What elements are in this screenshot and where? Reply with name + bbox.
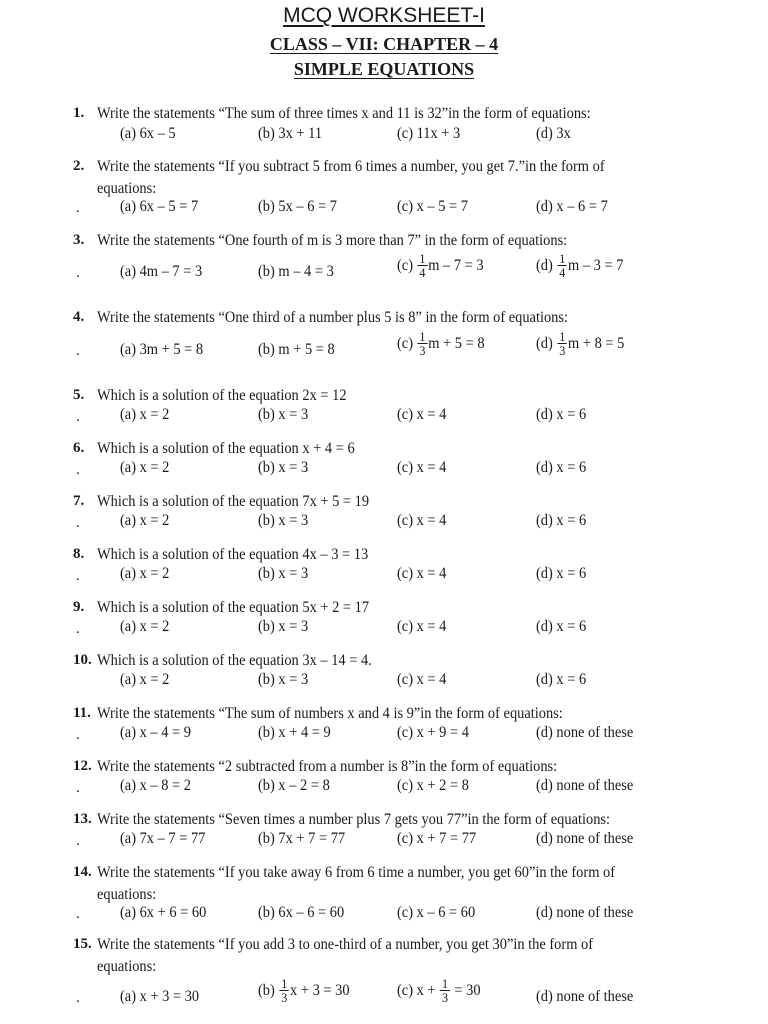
option-b[interactable]: (b) x = 3 <box>258 406 309 423</box>
option-a[interactable]: (a) 6x – 5 = 7 <box>120 198 199 215</box>
option-a[interactable]: (a) x = 2 <box>120 618 170 635</box>
option-b[interactable]: (b) 7x + 7 = 77 <box>258 830 346 847</box>
option-c[interactable]: (c) x + 2 = 8 <box>397 777 469 794</box>
bullet-dot: . <box>76 990 80 1006</box>
bullet-dot: . <box>76 409 80 425</box>
option-d[interactable]: (d) x = 6 <box>536 565 587 582</box>
option-a[interactable]: (a) x = 2 <box>120 671 170 688</box>
option-c[interactable]: (c) $\frac{1}{3}$ m + 5 = 8 <box>397 329 485 358</box>
question-text: Write the statements “Seven times a number plus 7 gets you 77”in the form of equations: <box>97 811 611 828</box>
option-c[interactable]: (c) x + $\frac{1}{3}$ = 30 <box>397 976 481 1005</box>
fraction: $\frac{1}{3}$ <box>441 976 448 1005</box>
question-number: 13. <box>73 811 92 827</box>
bullet-dot: . <box>76 265 80 281</box>
fraction: $\frac{1}{3}$ <box>559 329 566 358</box>
fraction: $\frac{1}{4}$ <box>419 251 426 280</box>
option-c[interactable]: (c) x = 4 <box>397 618 447 635</box>
question-text: Write the statements “One fourth of m is 3 more than 7” in the form of equations: <box>97 232 568 249</box>
option-a[interactable]: (a) 6x – 5 <box>120 125 176 142</box>
option-c[interactable]: (c) x = 4 <box>397 671 447 688</box>
option-b[interactable]: (b) m – 4 = 3 <box>258 263 334 280</box>
question-number: 9. <box>73 599 85 615</box>
option-d[interactable]: (d) $\frac{1}{4}$ m – 3 = 7 <box>536 251 624 280</box>
question-number: 15. <box>73 936 92 952</box>
option-b[interactable]: (b) x = 3 <box>258 618 309 635</box>
option-a[interactable]: (a) 7x – 7 = 77 <box>120 830 206 847</box>
worksheet-title: MCQ WORKSHEET-I <box>283 4 485 27</box>
question-text: Which is a solution of the equation 4x – 3 = 13 <box>97 546 369 563</box>
fraction: $\frac{1}{3}$ <box>419 329 426 358</box>
fraction: $\frac{1}{3}$ <box>281 976 288 1005</box>
question-number: 6. <box>73 440 85 456</box>
option-d[interactable]: (d) none of these <box>536 777 634 794</box>
question-text: Write the statements “If you add 3 to one-third of a number, you get 30”in the form of equations: <box>97 936 594 975</box>
question-text: Which is a solution of the equation 2x = 12 <box>97 387 347 404</box>
question-number: 7. <box>73 493 85 509</box>
question-text: Write the statements “If you subtract 5 from 6 times a number, you get 7.”in the form of equations: <box>97 158 605 197</box>
bullet-dot: . <box>76 462 80 478</box>
bullet-dot: . <box>76 780 80 796</box>
question-number: 11. <box>73 705 91 721</box>
option-d[interactable]: (d) none of these <box>536 988 634 1005</box>
option-b[interactable]: (b) x = 3 <box>258 565 309 582</box>
question-number: 1. <box>73 105 85 121</box>
option-a[interactable]: (a) 3m + 5 = 8 <box>120 341 204 358</box>
bullet-dot: . <box>76 200 80 216</box>
option-d[interactable]: (d) x = 6 <box>536 406 587 423</box>
option-b[interactable]: (b) 5x – 6 = 7 <box>258 198 338 215</box>
option-c[interactable]: (c) x = 4 <box>397 512 447 529</box>
question-text: Write the statements “2 subtracted from a number is 8”in the form of equations: <box>97 758 558 775</box>
option-d[interactable]: (d) $\frac{1}{3}$ m + 8 = 5 <box>536 329 625 358</box>
option-b[interactable]: (b) x = 3 <box>258 512 309 529</box>
option-b[interactable]: (b) x – 2 = 8 <box>258 777 330 794</box>
option-c[interactable]: (c) 11x + 3 <box>397 125 461 142</box>
option-a[interactable]: (a) x – 4 = 9 <box>120 724 191 741</box>
option-c[interactable]: (c) $\frac{1}{4}$ m – 7 = 3 <box>397 251 484 280</box>
option-a[interactable]: (a) x = 2 <box>120 406 170 423</box>
option-b[interactable]: (b) $\frac{1}{3}$ x + 3 = 30 <box>258 976 350 1005</box>
question-number: 3. <box>73 232 85 248</box>
bullet-dot: . <box>76 727 80 743</box>
option-a[interactable]: (a) 4m – 7 = 3 <box>120 263 203 280</box>
option-a[interactable]: (a) 6x + 6 = 60 <box>120 904 207 921</box>
option-c[interactable]: (c) x + 9 = 4 <box>397 724 469 741</box>
option-c[interactable]: (c) x = 4 <box>397 406 447 423</box>
option-c[interactable]: (c) x = 4 <box>397 565 447 582</box>
question-text: Write the statements “The sum of three times x and 11 is 32”in the form of equations: <box>97 105 591 122</box>
option-d[interactable]: (d) 3x <box>536 125 571 142</box>
bullet-dot: . <box>76 621 80 637</box>
option-d[interactable]: (d) x = 6 <box>536 618 587 635</box>
question-text: Which is a solution of the equation x + 4 = 6 <box>97 440 355 457</box>
option-b[interactable]: (b) 3x + 11 <box>258 125 323 142</box>
option-d[interactable]: (d) none of these <box>536 724 634 741</box>
option-d[interactable]: (d) x = 6 <box>536 459 587 476</box>
bullet-dot: . <box>76 515 80 531</box>
question-text: Which is a solution of the equation 5x + 2 = 17 <box>97 599 370 616</box>
option-a[interactable]: (a) x = 2 <box>120 512 170 529</box>
bullet-dot: . <box>76 906 80 922</box>
option-c[interactable]: (c) x – 6 = 60 <box>397 904 476 921</box>
option-c[interactable]: (c) x – 5 = 7 <box>397 198 468 215</box>
bullet-dot: . <box>76 568 80 584</box>
question-number: 14. <box>73 864 92 880</box>
question-number: 4. <box>73 309 85 325</box>
question-text: Write the statements “The sum of numbers x and 4 is 9”in the form of equations: <box>97 705 563 722</box>
option-c[interactable]: (c) x = 4 <box>397 459 447 476</box>
option-b[interactable]: (b) m + 5 = 8 <box>258 341 335 358</box>
question-text: Write the statements “One third of a number plus 5 is 8” in the form of equations: <box>97 309 569 326</box>
option-d[interactable]: (d) x = 6 <box>536 671 587 688</box>
option-c[interactable]: (c) x + 7 = 77 <box>397 830 477 847</box>
option-a[interactable]: (a) x + 3 = 30 <box>120 988 200 1005</box>
option-a[interactable]: (a) x – 8 = 2 <box>120 777 191 794</box>
bullet-dot: . <box>76 343 80 359</box>
bullet-dot: . <box>76 833 80 849</box>
option-d[interactable]: (d) x = 6 <box>536 512 587 529</box>
option-a[interactable]: (a) x = 2 <box>120 459 170 476</box>
subject-heading: SIMPLE EQUATIONS <box>293 59 475 79</box>
fraction: $\frac{1}{4}$ <box>559 251 566 280</box>
option-b[interactable]: (b) x = 3 <box>258 671 309 688</box>
question-number: 12. <box>73 758 92 774</box>
option-b[interactable]: (b) x + 4 = 9 <box>258 724 331 741</box>
option-d[interactable]: (d) x – 6 = 7 <box>536 198 608 215</box>
question-number: 8. <box>73 546 85 562</box>
question-number: 2. <box>73 158 85 174</box>
option-d[interactable]: (d) none of these <box>536 830 634 847</box>
question-text: Write the statements “If you take away 6 from 6 time a number, you get 60”in the form of equations: <box>97 864 616 903</box>
class-chapter-heading: CLASS – VII: CHAPTER – 4 <box>269 34 499 54</box>
question-text: Which is a solution of the equation 7x + 5 = 19 <box>97 493 370 510</box>
option-b[interactable]: (b) x = 3 <box>258 459 309 476</box>
question-number: 10. <box>73 652 92 668</box>
option-b[interactable]: (b) 6x – 6 = 60 <box>258 904 345 921</box>
option-d[interactable]: (d) none of these <box>536 904 634 921</box>
question-text: Which is a solution of the equation 3x – 14 = 4. <box>97 652 372 669</box>
option-a[interactable]: (a) x = 2 <box>120 565 170 582</box>
question-number: 5. <box>73 387 85 403</box>
